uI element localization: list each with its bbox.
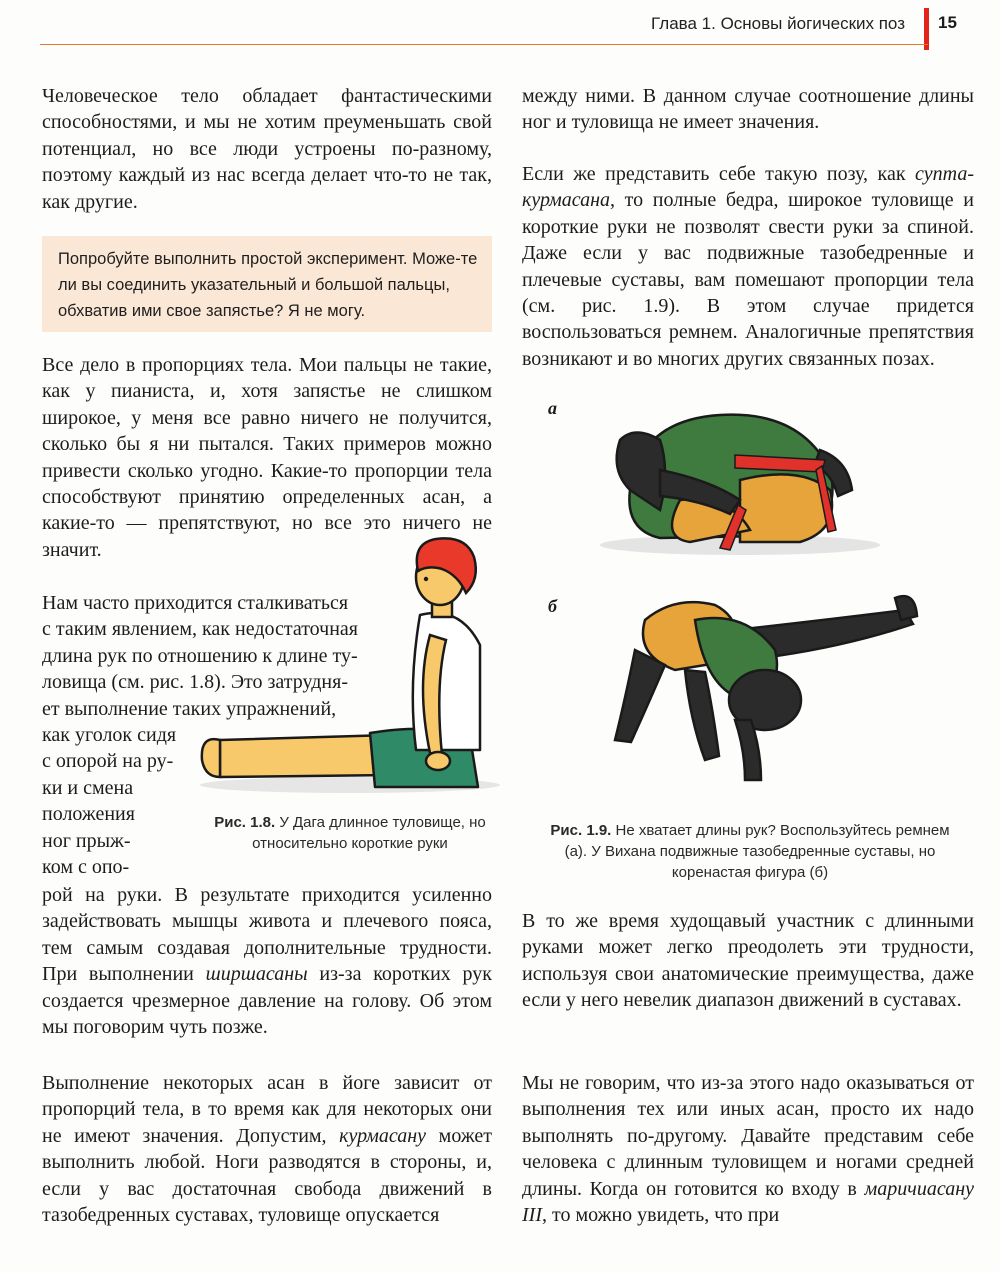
figure-1-8-caption <box>205 812 495 854</box>
caption-label: Рис. 1.9. <box>550 822 612 839</box>
text-run: Мы не говорим, что из-за этого надо оказываться от выполнения тех или иных асан, просто их надо выполнять по-другому. Давайте представим себе человека с длинным туловищем и ногами средней длины. Когда он готовится ко входу в <box>522 1072 974 1200</box>
right-paragraph-1: между ними. В данном случае соотношение длины ног и туловища не имеет значения. <box>522 85 974 134</box>
right-paragraph-2 <box>522 161 974 372</box>
text-run: Выполнение некоторых асан в йоге зависит от пропорций тела, в то время как для некоторых они не имеют значения. Допустим, <box>42 1072 492 1147</box>
caption-label: Рис. 1.8. <box>214 814 276 831</box>
header-rule <box>40 44 928 45</box>
wrap-line: ловища (см. рис. 1.8). Это затрудня- <box>42 671 348 694</box>
left-paragraph-2 <box>42 352 492 563</box>
wrap-line: ки и смена <box>42 776 134 799</box>
caption-text: Не хватает длины рук? Воспользуйтесь ремнем (а). У Вихана подвижные тазобедренные суставы, но коренастая фигура (б) <box>564 822 950 881</box>
figure-1-9b-illustration <box>595 590 925 790</box>
wrap-line: длина рук по отношению к длине ту- <box>42 644 358 667</box>
left-paragraph-1: Человеческое тело обладает фантастическими способностями, и мы не хотим преуменьшать свой потенциал, но все люди устроены по-разному, поэтому каждый из нас всегда делает что-то не так, как другие. <box>42 85 492 213</box>
figure-1-9a-illustration <box>590 410 890 560</box>
asana-name: ширшасаны <box>205 963 308 986</box>
wrap-line: с опорой на ру- <box>42 750 174 773</box>
text-run: Если же представить себе такую позу, как <box>522 163 916 185</box>
page-number: 15 <box>938 13 957 32</box>
right-paragraph-4 <box>522 1070 974 1228</box>
figure-1-9-label-a: а <box>548 398 557 418</box>
left-paragraph-3-continued <box>42 882 492 1040</box>
asana-name: курмасану <box>339 1124 427 1147</box>
wrap-line: с таким явлением, как недостаточная <box>42 618 359 641</box>
experiment-note <box>42 236 492 332</box>
text-run: из-за коротких рук создается чрезмерное давление на голову. Об этом мы поговорим чуть позже. <box>42 963 493 1039</box>
wrap-line: как уголок сидя <box>42 724 177 747</box>
figure-1-9-label-b: б <box>548 596 557 616</box>
right-paragraph-3: В то же время худощавый участник с длинными руками может легко преодолеть эти трудности, используя свои анатомические преимущества, даже если у него невелик диапазон движений в суставах. <box>522 910 974 1012</box>
asana-name: супта-курмасана <box>522 163 974 212</box>
wrap-line: ком с опо- <box>42 856 130 879</box>
left-paragraph-2-text: Все дело в пропорциях тела. Мои пальцы не такие, как у пианиста, и, хотя запястье не слишком широкое, у меня все равно ничего не получится, сколько бы я ни пытался. Таких примеров можно привести сколько угодно. Какие-то пропорции тела способствуют принятию определенных асан, а какие-то — препятствуют, но все это ничего не значит. <box>42 354 492 561</box>
wrap-line: Нам часто приходится сталкиваться <box>42 592 349 614</box>
text-run: , то можно увидеть, что при <box>541 1204 780 1227</box>
figure-1-8-illustration <box>180 535 500 795</box>
text-run: рой на руки. В результате приходится усиленно задействовать мышцы живота и плечевого пояса, тем самым создавая дополнительные трудности. При выполнении <box>42 884 492 986</box>
wrap-line: ног прыж- <box>42 829 131 852</box>
text-run: может выполнить любой. Ноги разводятся в стороны, и, если у вас достаточная свобода движений в тазобедренных суставах, туловище опускается <box>42 1124 492 1227</box>
caption-text: У Дага длинное туловище, но относительно короткие руки <box>252 814 486 852</box>
wrap-line: положения <box>42 803 135 826</box>
left-paragraph-4 <box>42 1070 492 1228</box>
chapter-title: Глава 1. Основы йогических поз <box>651 14 905 33</box>
wrap-line: ет выполнение таких упражнений, <box>42 697 337 720</box>
experiment-note-text: Попробуйте выполнить простой эксперимент. Може-те ли вы соединить указательный и большой пальцы, обхватив ими свое запястье? Я не могу. <box>58 250 478 320</box>
figure-1-9-caption <box>540 820 960 883</box>
asana-name: маричиасану III <box>522 1177 974 1227</box>
text-run: , то полные бедра, широкое туловище и короткие руки не позволят свести руки за спиной. Даже если у вас подвижные тазобедренные и плечевые суставы, вам помешают пропорции тела (см. рис. 1.9). В этом случае придется воспользоваться ремнем. Аналогичные препятствия возникают и во многих других связанных позах. <box>522 189 974 370</box>
